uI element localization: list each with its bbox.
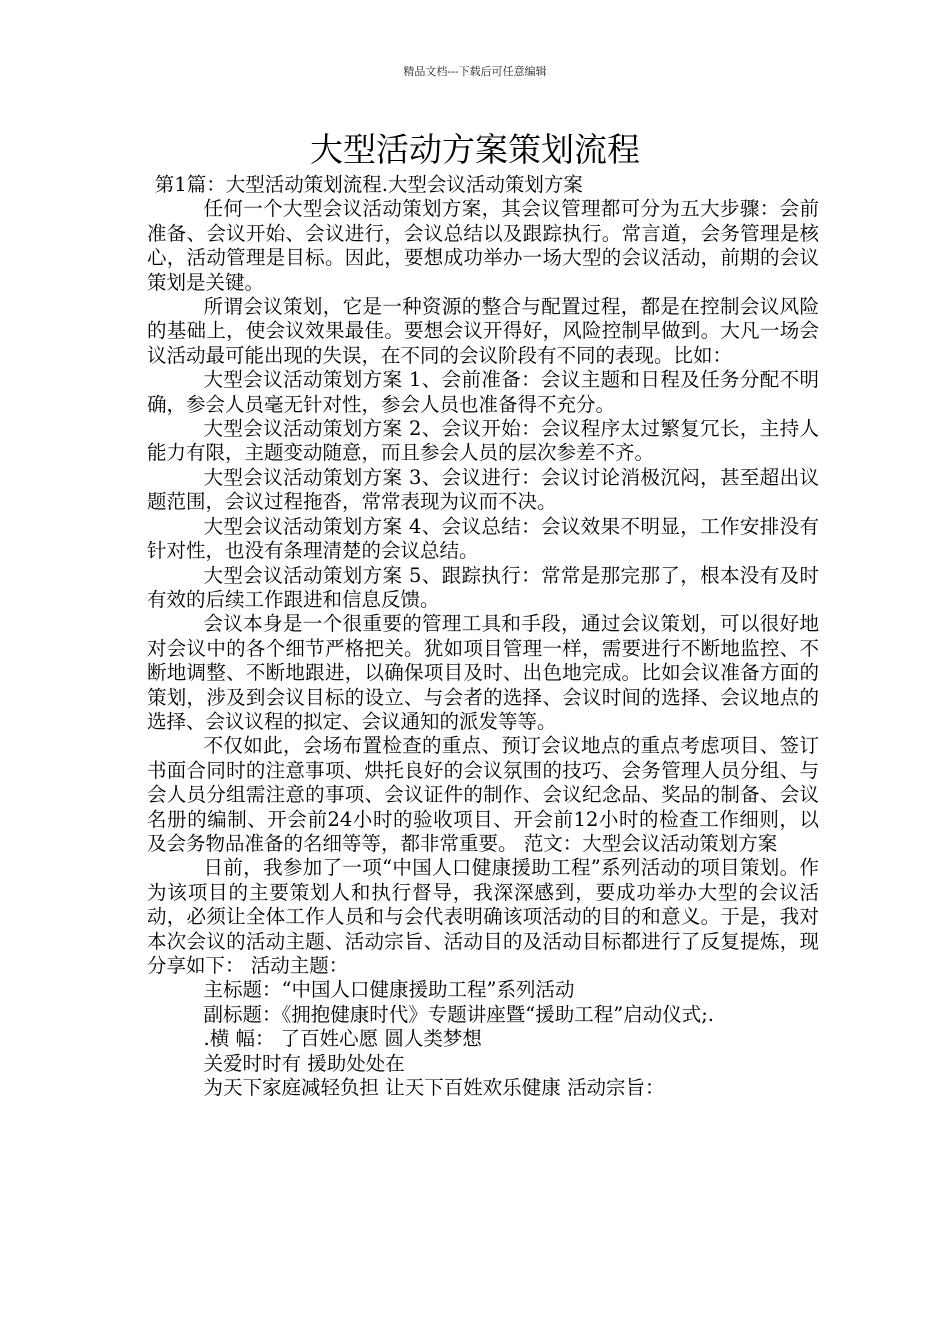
document-title: 大型活动方案策划流程	[310, 130, 640, 169]
body-paragraph: 大型会议活动策划方案 5、跟踪执行：常常是那完那了，根本没有及时有效的后续工作跟进和信息反馈。	[147, 563, 819, 611]
body-paragraph: 关爱时时有 援助处处在	[203, 1051, 405, 1075]
section-heading: 第1篇：大型活动策划流程.大型会议活动策划方案	[154, 173, 583, 196]
body-paragraph: 所谓会议策划，它是一种资源的整合与配置过程，都是在控制会议风险的基础上，使会议效果最佳。要想会议开得好，风险控制早做到。大凡一场会议活动最可能出现的失误，在不同的会议阶段有不同的表现。比如：	[147, 295, 819, 367]
body-paragraph: 日前，我参加了一项“中国人口健康援助工程”系列活动的项目策划。作为该项目的主要策划人和执行督导，我深深感到，要成功举办大型的会议活动，必须让全体工作人员和与会代表明确该项活动的目的和意义。于是，我对本次会议的活动主题、活动宗旨、活动目的及活动目标都进行了反复提炼，现分享如下： 活动主题：	[147, 856, 819, 977]
body-paragraph: 副标题：《拥抱健康时代》专题讲座暨“援助工程”启动仪式;.	[203, 1002, 715, 1026]
body-paragraph: 主标题：“中国人口健康援助工程”系列活动	[203, 978, 575, 1002]
body-paragraph: 任何一个大型会议活动策划方案，其会议管理都可分为五大步骤：会前准备、会议开始、会议进行，会议总结以及跟踪执行。常言道，会务管理是核心，活动管理是目标。因此，要想成功举办一场大型的会议活动，前期的会议策划是关键。	[147, 197, 819, 294]
body-paragraph: 会议本身是一个很重要的管理工具和手段，通过会议策划，可以很好地对会议中的各个细节严格把关。犹如项目管理一样，需要进行不断地监控、不断地调整、不断地跟进，以确保项目及时、出色地完成。比如会议准备方面的策划，涉及到会议目标的设立、与会者的选择、会议时间的选择、会议地点的选择、会议议程的拟定、会议通知的派发等等。	[147, 612, 819, 733]
body-paragraph: 大型会议活动策划方案 1、会前准备：会议主题和日程及任务分配不明确，参会人员毫无针对性，参会人员也准备得不充分。	[147, 368, 819, 416]
body-paragraph: 为天下家庭减轻负担 让天下百姓欢乐健康 活动宗旨：	[203, 1076, 665, 1100]
body-paragraph: 不仅如此，会场布置检查的重点、预订会议地点的重点考虑项目、签订书面合同时的注意事项、烘托良好的会议氛围的技巧、会务管理人员分组、与会人员分组需注意的事项、会议证件的制作、会议纪念品、奖品的制备、会议名册的编制、开会前24小时的验收项目、开会前12小时的检查工作细则，以及会务物品准备的名细等等，都非常重要。 范文：大型会议活动策划方案	[147, 734, 819, 855]
body-paragraph: 大型会议活动策划方案 4、会议总结：会议效果不明显，工作安排没有针对性，也没有条理清楚的会议总结。	[147, 514, 819, 563]
body-paragraph: .横 幅： 了百姓心愿 圆人类梦想	[203, 1027, 482, 1051]
header-note: 精品文档---下载后可任意编辑	[403, 65, 547, 78]
body-paragraph: 大型会议活动策划方案 3、会议进行：会议讨论消极沉闷，甚至超出议题范围，会议过程拖沓，常常表现为议而不决。	[147, 465, 819, 514]
body-paragraph: 大型会议活动策划方案 2、会议开始：会议程序太过繁复冗长，主持人能力有限，主题变动随意，而且参会人员的层次参差不齐。	[147, 417, 819, 465]
document-body	[147, 173, 819, 1100]
